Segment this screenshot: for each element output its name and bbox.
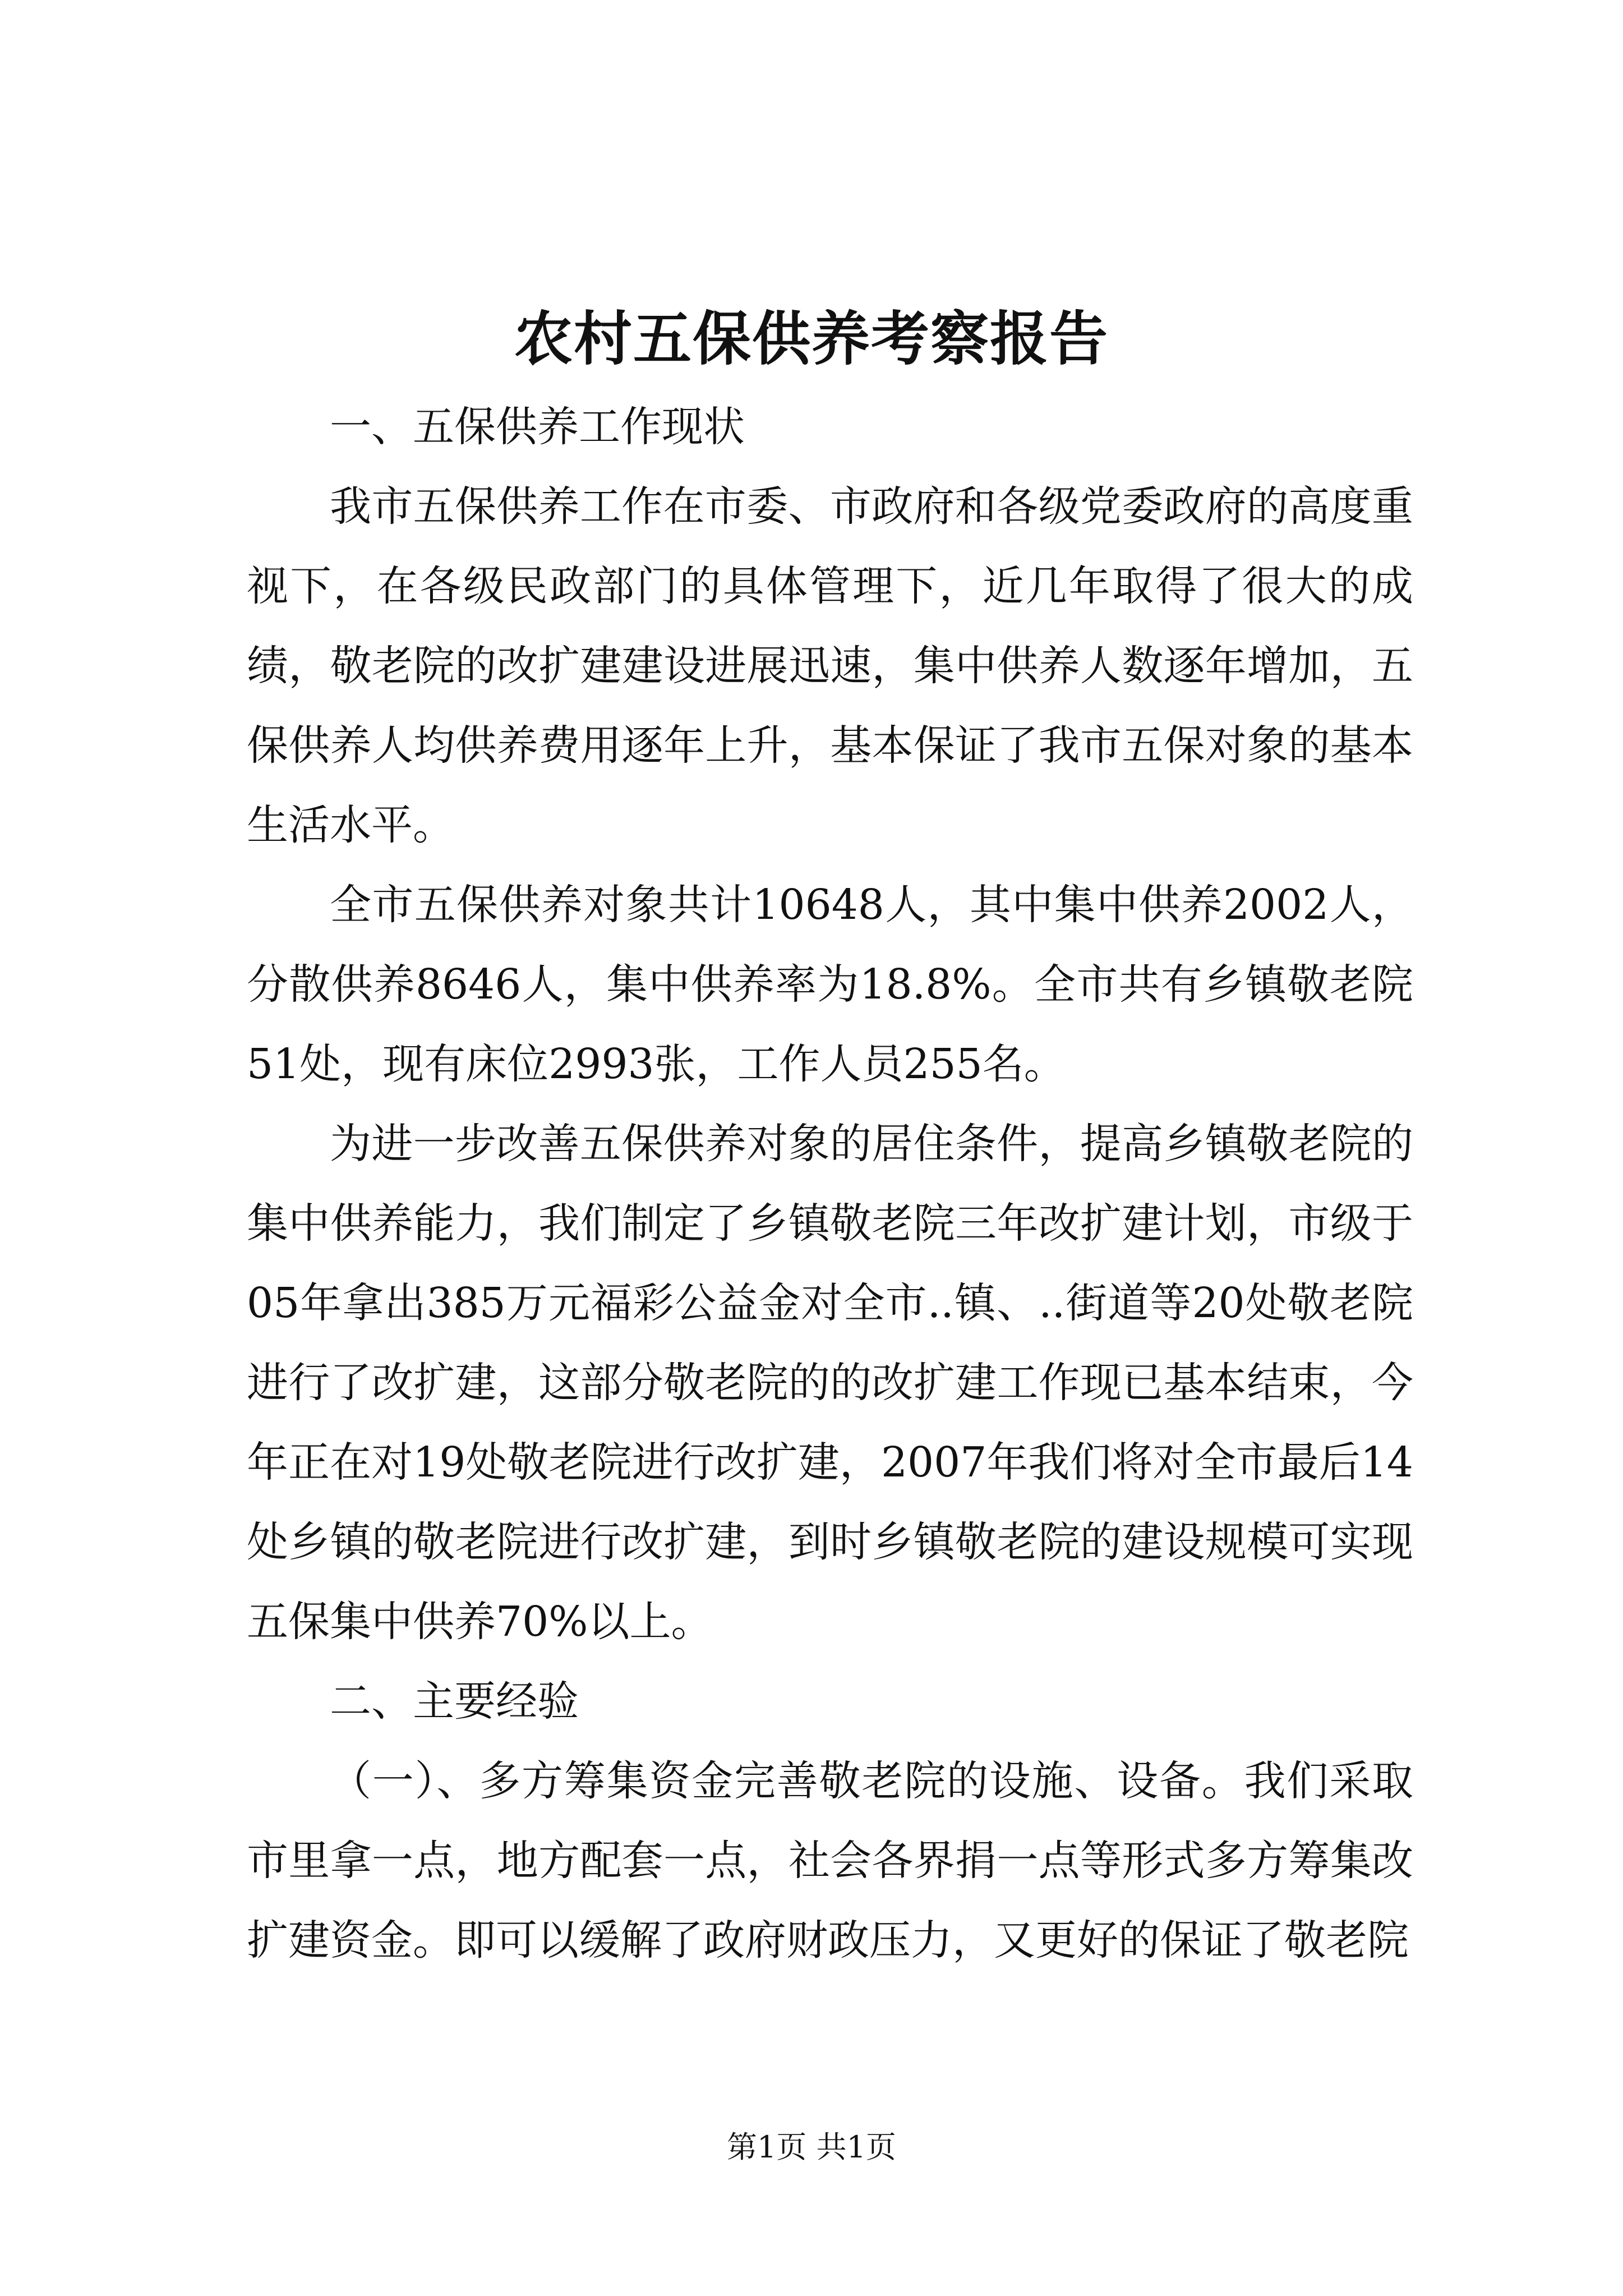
section-heading-current-status: 一、五保供养工作现状 <box>330 403 745 451</box>
section-heading-main-experience: 二、主要经验 <box>330 1677 579 1726</box>
page-footer: 第1页 共1页 <box>727 2129 896 2165</box>
paragraph: 为进一步改善五保供养对象的居住条件，提高乡镇敬老院的集中供养能力，我们制定了乡镇敬老院三年改扩建计划，市级于05年拿出385万元福彩公益金对全市..镇、..街道等20处敬老院进行了改扩建，这部分敬老院的的改扩建工作现已基本结束，今年正在对19处敬老院进行改扩建，2007年我们将对全市最后14处乡镇的敬老院进行改扩建，到时乡镇敬老院的建设规模可实现五保集中供养70%以上。 <box>247 1120 1413 1646</box>
paragraph: （一）、多方筹集资金完善敬老院的设施、设备。我们采取市里拿一点，地方配套一点，社会各界捐一点等形式多方筹集改扩建资金。即可以缓解了政府财政压力，又更好的保证了敬老院 <box>247 1757 1413 1964</box>
paragraph: 我市五保供养工作在市委、市政府和各级党委政府的高度重视下，在各级民政部门的具体管理下，近几年取得了很大的成绩，敬老院的改扩建建设进展迅速，集中供养人数逐年增加，五保供养人均供养费用逐年上升，基本保证了我市五保对象的基本生活水平。 <box>247 482 1413 849</box>
document-title: 农村五保供养考察报告 <box>514 304 1109 373</box>
document-body <box>247 387 1413 1980</box>
paragraph: 全市五保供养对象共计10648人，其中集中供养2002人，分散供养8646人，集中供养率为18.8%。全市共有乡镇敬老院51处，现有床位2993张，工作人员255名。 <box>247 881 1413 1088</box>
